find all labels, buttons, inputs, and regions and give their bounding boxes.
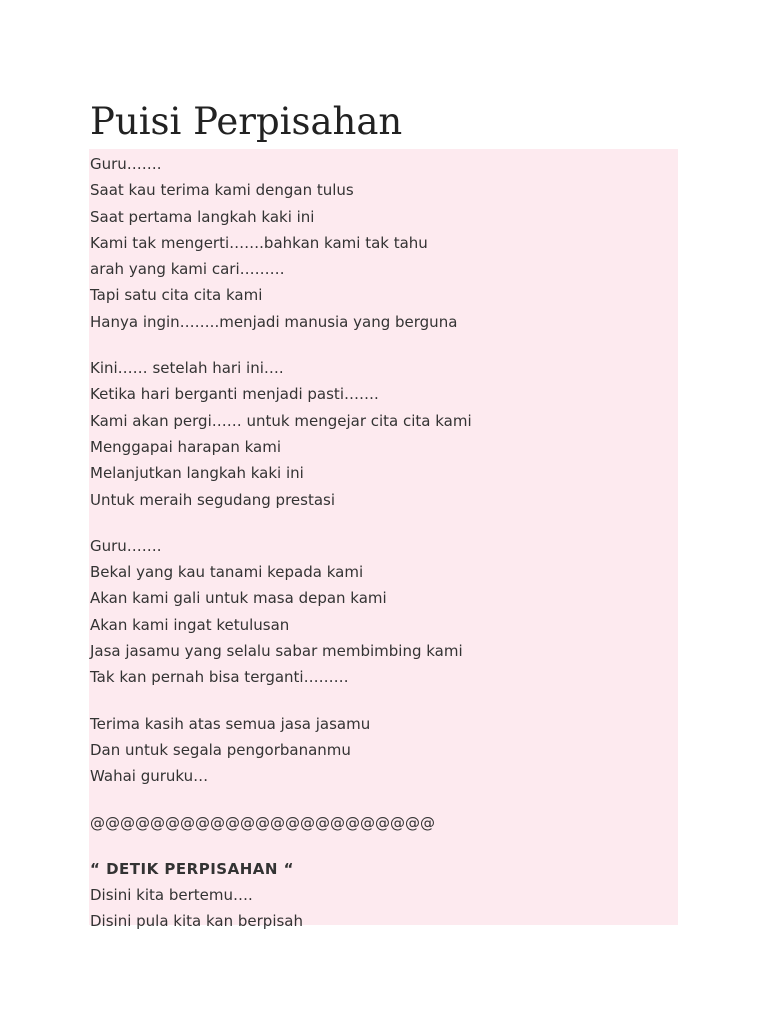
page-title: Puisi Perpisahan xyxy=(90,100,403,143)
poem-line: Kami akan pergi…… untuk mengejar cita cita kami xyxy=(90,411,472,430)
poem-line: Ketika hari berganti menjadi pasti……. xyxy=(90,385,379,404)
poem-line: Tak kan pernah bisa terganti……… xyxy=(90,668,349,687)
stanza-2 xyxy=(90,355,675,513)
stanza-3 xyxy=(90,533,675,691)
poem-line: Melanjutkan langkah kaki ini xyxy=(90,464,304,483)
poem-line: Saat pertama langkah kaki ini xyxy=(90,207,315,226)
poem-line: Untuk meraih segudang prestasi xyxy=(90,490,336,509)
poem-line: Akan kami gali untuk masa depan kami xyxy=(90,589,387,608)
stanza-4 xyxy=(90,711,675,790)
second-poem-heading: “ DETIK PERPISAHAN “ xyxy=(90,859,295,878)
poem-line: Menggapai harapan kami xyxy=(90,437,282,456)
poem-line: Bekal yang kau tanami kepada kami xyxy=(90,563,364,582)
poem-line: Guru……. xyxy=(90,155,162,173)
poem-line: Wahai guruku… xyxy=(90,767,209,786)
poem-line: Disini kita bertemu…. xyxy=(90,886,253,905)
second-poem xyxy=(90,856,675,935)
poem-line: arah yang kami cari……… xyxy=(90,260,285,279)
separator-line: @@@@@@@@@@@@@@@@@@@@@@@ xyxy=(90,813,435,832)
poem-line: Tapi satu cita cita kami xyxy=(90,286,263,305)
poem-line: Akan kami ingat ketulusan xyxy=(90,615,290,634)
poem-line: Disini pula kita kan berpisah xyxy=(90,912,304,931)
poem-line: Saat kau terima kami dengan tulus xyxy=(90,181,354,200)
poem-line: Kini…… setelah hari ini…. xyxy=(90,359,284,378)
poem-line: Terima kasih atas semua jasa jasamu xyxy=(90,714,371,733)
poem-line: Hanya ingin……..menjadi manusia yang berguna xyxy=(90,312,458,331)
poem-line: Guru……. xyxy=(90,536,162,555)
poem-line: Jasa jasamu yang selalu sabar membimbing kami xyxy=(90,642,463,661)
poem-line: Kami tak mengerti…….bahkan kami tak tahu xyxy=(90,233,428,252)
separator-stanza xyxy=(90,810,675,836)
poem-line: Dan untuk segala pengorbananmu xyxy=(90,740,351,759)
stanza-1 xyxy=(90,151,675,335)
poem-content xyxy=(90,151,675,955)
